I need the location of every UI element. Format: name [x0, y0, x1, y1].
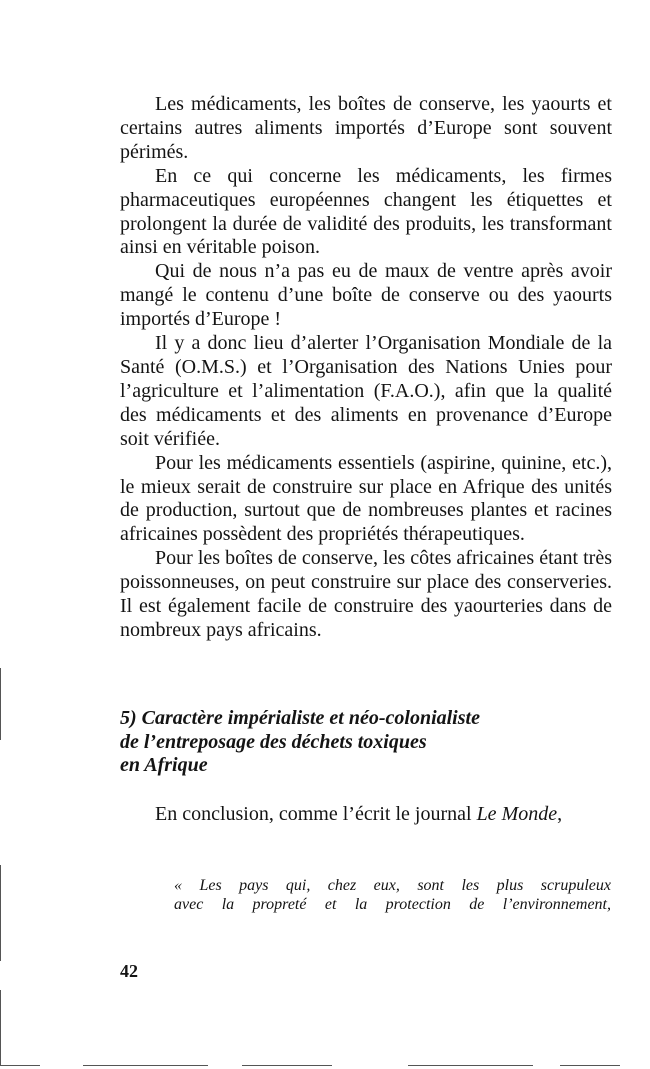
scan-edge-line: [0, 990, 1, 1065]
scan-edge-line: [242, 1065, 332, 1066]
section-heading-line: 5) Caractère impérialiste et néo-colonialiste: [120, 707, 480, 729]
paragraph-canneries: Pour les boîtes de conserve, les côtes africaines étant très poissonneuses, on peut construire sur place des conserveries. Il est également facile de construire des yaourteries dans de nombreux pays africains.: [120, 547, 612, 641]
conclusion-text: En conclusion, comme l’écrit le journal: [155, 803, 477, 825]
paragraph-stomach-aches: Qui de nous n’a pas eu de maux de ventre après avoir mangé le contenu d’une boîte de conserve ou des yaourts importés d’Europe !: [120, 260, 612, 331]
conclusion-punctuation: ,: [557, 803, 563, 825]
paragraph-essential-medicines: Pour les médicaments essentiels (aspirine, quinine, etc.), le mieux serait de construire sur place en Afrique des unités de production, surtout que de nombreuses plantes et racines africaines possèdent des propriétés thérapeutiques.: [120, 451, 612, 546]
page-number: 42: [120, 961, 138, 981]
section-heading-line: en Afrique: [120, 754, 208, 776]
scan-edge-line: [560, 1065, 620, 1066]
paragraph-expired-goods: Les médicaments, les boîtes de conserve, les yaourts et certains autres aliments importés d’Europe sont souvent périmés.: [120, 93, 612, 163]
body-text: [120, 93, 612, 643]
scan-edge-line: [0, 668, 1, 740]
section-heading-line: de l’entreposage des déchets toxiques: [120, 730, 427, 753]
paragraph-alert-who-fao: Il y a donc lieu d’alerter l’Organisation Mondiale de la Santé (O.M.S.) et l’Organisation des Nations Unies pour l’agriculture et l’alimentation (F.A.O.), afin que la qualité des médicaments et des aliments en provenance d’Europe soit vérifiée.: [120, 332, 612, 450]
conclusion-paragraph: [120, 802, 612, 826]
journal-name: Le Monde: [476, 803, 558, 825]
quote-line: « Les pays qui, chez eux, sont les plus scrupuleux: [174, 877, 611, 894]
scan-edge-line: [408, 1065, 533, 1066]
scan-edge-line: [0, 1065, 40, 1066]
scan-edge-line: [0, 865, 1, 961]
scan-edge-line: [83, 1065, 208, 1066]
block-quote: [174, 876, 611, 914]
quote-line: avec la propreté et la protection de l’environnement,: [174, 896, 611, 913]
section-heading: [120, 707, 612, 778]
paragraph-pharmaceutical-firms: En ce qui concerne les médicaments, les firmes pharmaceutiques européennes changent les étiquettes et prolongent la durée de validité des produits, les transformant ainsi en véritable poison.: [120, 164, 612, 259]
